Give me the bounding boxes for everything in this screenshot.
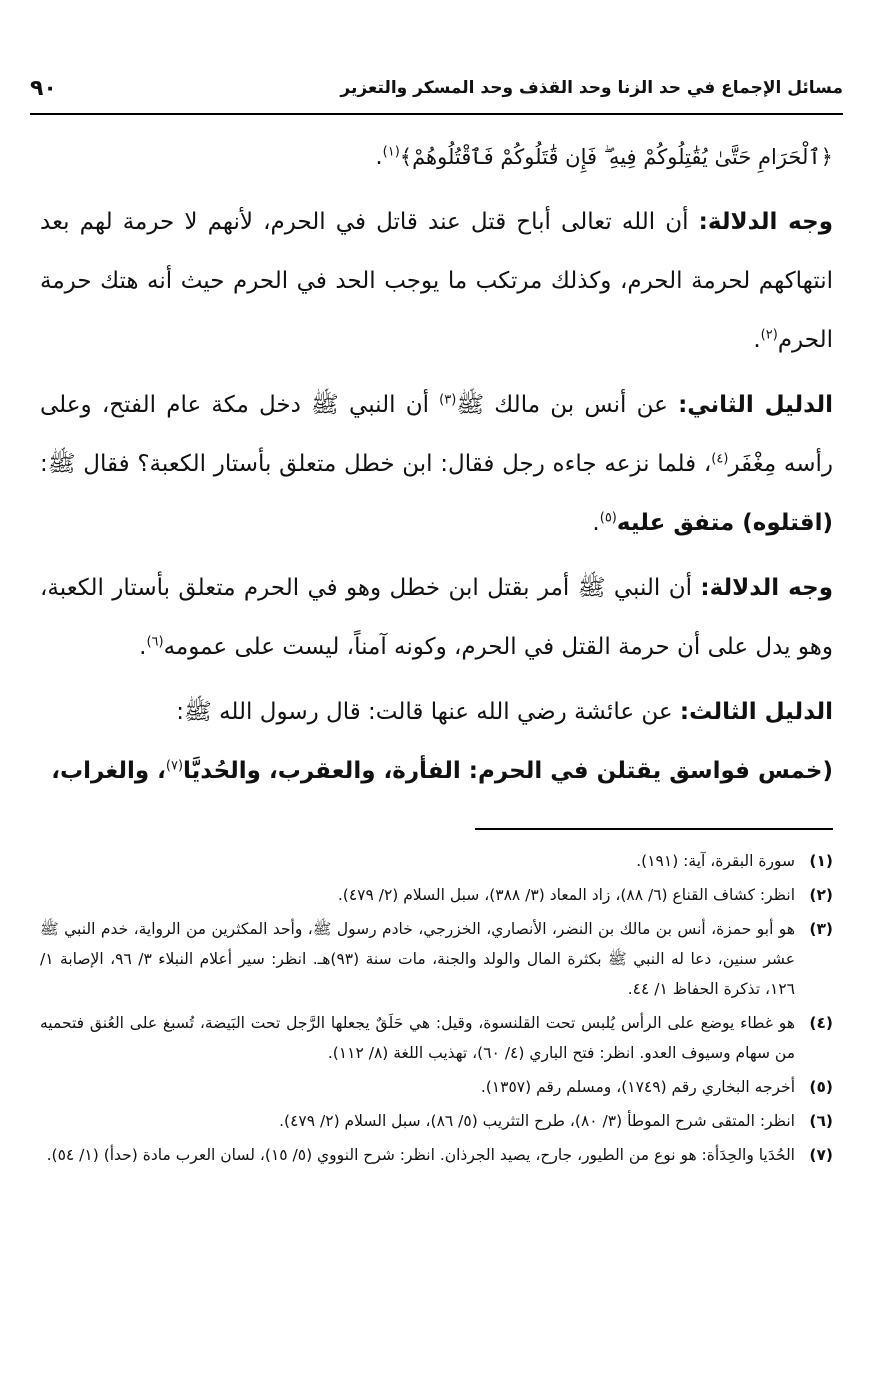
page-header (30, 66, 843, 110)
hadith-quote: (خمس فواسق يقتلن في الحرم: الفأرة، والعقرب، والحُديَّا (183, 758, 833, 784)
footnote-ref-1: (١) (382, 144, 400, 160)
footnote-rule (475, 828, 833, 830)
paragraph-text: أن النبي ﷺ دخل مكة عام الفتح، وعلى رأسه مِغْفَر (40, 392, 833, 477)
quran-verse: ﴿ٱلْحَرَامِ حَتَّىٰ يُقَٰتِلُوكُمْ فِيهِ ۖ فَإِن قَٰتَلُوكُمْ فَٱقْتُلُوهُمْ﴾ (399, 145, 833, 169)
footnote-ref-7: (٧) (165, 758, 184, 774)
footnote-number: (٤) (809, 1014, 833, 1032)
section-label: وجه الدلالة: (700, 575, 833, 601)
footnote (40, 1072, 833, 1102)
footnote-text: انظر: المتقى شرح الموطأ (٣/ ٨٠)، طرح التثريب (٥/ ٨٦)، سبل السلام (٢/ ٤٧٩). (279, 1112, 795, 1130)
footnote-text: الحُدَيا والحِدَأة: هو نوع من الطيور، جارح، يصيد الجرذان. انظر: شرح النووي (٥/ ١٥)، لسان العرب مادة (حدأ) (١/ ٥٤). (46, 1146, 795, 1164)
running-title: مسائل الإجماع في حد الزنا وحد القذف وحد المسكر والتعزير (340, 78, 843, 98)
footnote (40, 914, 833, 1004)
section-label: الدليل الثاني: (678, 392, 833, 418)
paragraph-text: عن عائشة رضي الله عنها قالت: قال رسول الله ﷺ: (176, 699, 680, 725)
quran-line (40, 128, 833, 187)
footnote-text: هو غطاء يوضع على الرأس يُلبس تحت القلنسوة، وقيل: هي حَلَقٌ يجعلها الرَّجل تحت البَيضة، تُسبغ على العُنق فتحميه من سهام وسيوف العدو. انظر: فتح الباري (٤/ ٦٠)، تهذيب اللغة (٨/ ١١٢). (40, 1014, 795, 1062)
footnote (40, 1106, 833, 1136)
footnote-text: هو أبو حمزة، أنس بن مالك بن النضر، الأنصاري، الخزرجي، خادم رسول ﷺ، وأحد المكثرين من الرواية، خدم النبي ﷺ عشر سنين، دعا له النبي ﷺ بكثرة المال والولد والجنة، مات سنة (٩٣)هـ. انظر: سير أعلام النبلاء ٣/ ٩٦، الإصابة ١/ ١٢٦، تذكرة الحفاظ ١/ ٤٤. (40, 920, 795, 998)
footnotes-section (40, 846, 833, 1174)
footnote-ref-6: (٦) (146, 634, 164, 650)
footnote-number: (٥) (809, 1078, 833, 1096)
paragraph-text: أن النبي ﷺ أمر بقتل ابن خطل وهو في الحرم متعلق بأستار الكعبة، وهو يدل على أن حرمة القتل في الحرم، وكونه آمناً، ليست على عمومه (40, 575, 833, 660)
footnote (40, 1140, 833, 1170)
section-label: الدليل الثالث: (679, 699, 833, 725)
header-rule (30, 113, 843, 115)
footnote-number: (٢) (809, 886, 833, 904)
paragraph-text: عن أنس بن مالك ﷺ (456, 392, 679, 418)
footnote-ref-2: (٢) (760, 327, 778, 343)
page-number: ٩٠ (30, 75, 57, 101)
sentence-end: . (753, 327, 761, 353)
section-label: وجه الدلالة: (698, 209, 834, 235)
footnote-text: سورة البقرة، آية: (١٩١). (636, 852, 795, 870)
footnote-ref-5: (٥) (599, 510, 617, 526)
hadith-quote: ، والغراب، (51, 758, 166, 784)
footnote (40, 1008, 833, 1068)
footnote-ref-4: (٤) (711, 451, 729, 467)
footnote-number: (٣) (809, 920, 833, 938)
main-text (40, 128, 833, 807)
footnote-text: أخرجه البخاري رقم (١٧٤٩)، ومسلم رقم (١٣٥٧). (480, 1078, 795, 1096)
paragraph-text: متفق عليه (616, 510, 743, 536)
paragraph-evidence-1 (40, 193, 833, 370)
footnote (40, 846, 833, 876)
quran-end: . (375, 144, 383, 170)
paragraph-second-proof (40, 376, 833, 553)
footnote-number: (٧) (809, 1146, 833, 1164)
paragraph-text: أن الله تعالى أباح قتل عند قاتل في الحرم، لأنهم لا حرمة لهم بعد انتهاكهم لحرمة الحرم، وكذلك مرتكب ما يوجب الحد في الحرم حيث أنه هتك حرمة الحرم (40, 209, 833, 353)
footnote-text: انظر: كشاف القناع (٦/ ٨٨)، زاد المعاد (٣/ ٣٨٨)، سبل السلام (٢/ ٤٧٩). (337, 886, 795, 904)
paragraph-text: ، فلما نزعه جاءه رجل فقال: ابن خطل متعلق بأستار الكعبة؟ فقال ﷺ: (40, 451, 712, 477)
footnote-ref-3: (٣) (439, 392, 457, 408)
footnote-number: (١) (809, 852, 833, 870)
paragraph-evidence-2 (40, 559, 833, 677)
footnote (40, 880, 833, 910)
paragraph-third-proof (40, 683, 833, 801)
sentence-end: . (139, 634, 147, 660)
hadith-quote: (اقتلوه) (742, 510, 833, 536)
footnote-number: (٦) (809, 1112, 833, 1130)
sentence-end: . (592, 510, 600, 536)
